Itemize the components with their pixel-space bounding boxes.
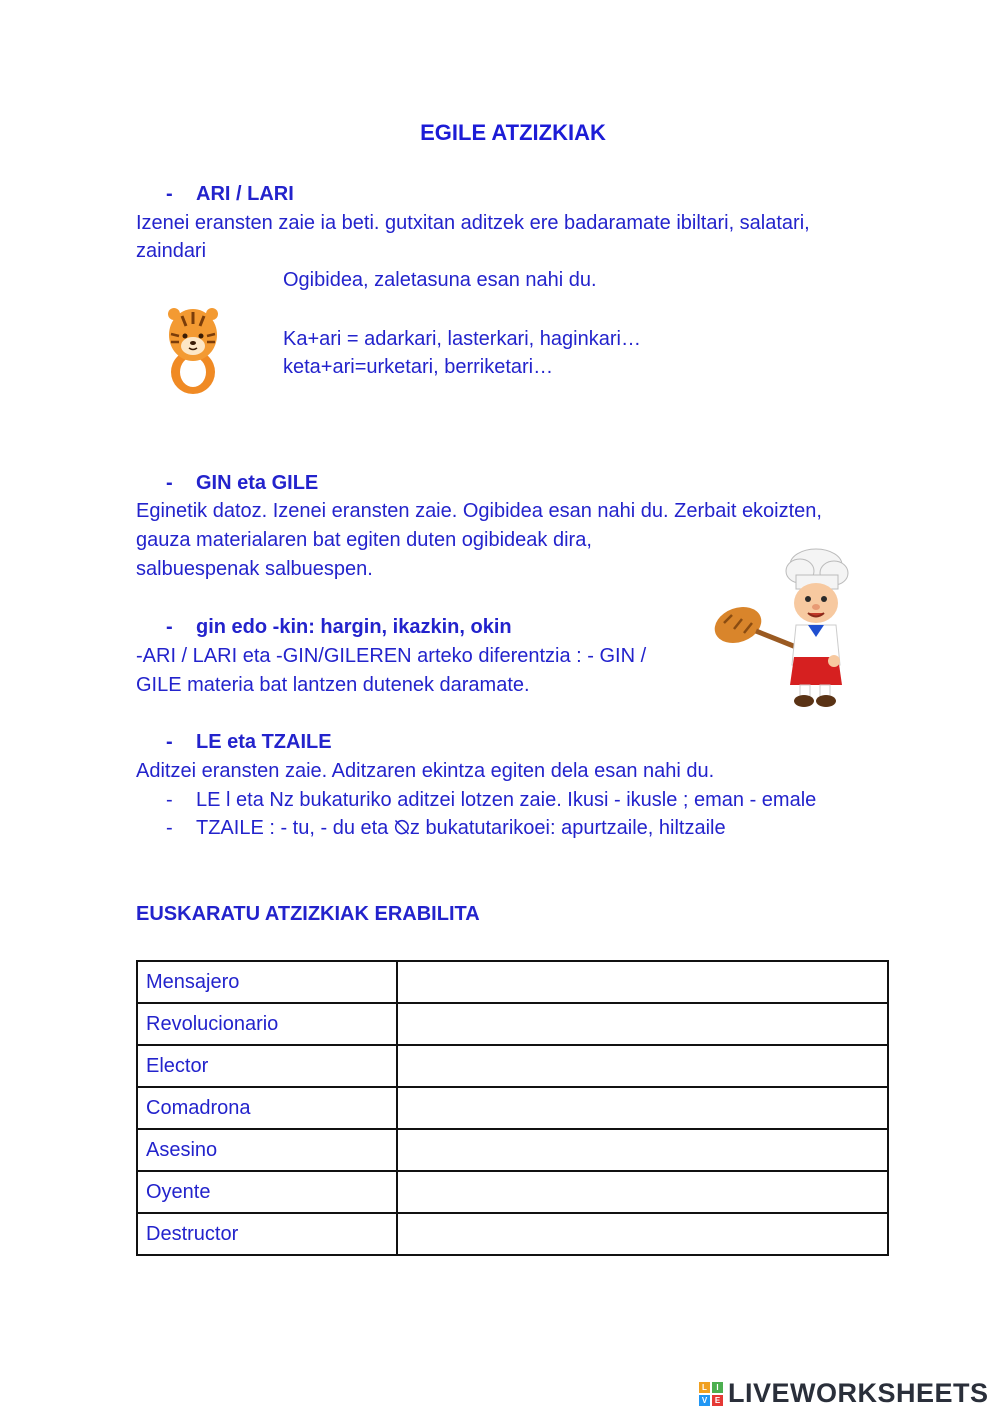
- table-row: [137, 1129, 888, 1171]
- kin-desc-line1: -ARI / LARI eta -GIN/GILEREN arteko diferentzia : - GIN /: [136, 645, 647, 667]
- gin-desc-line2: gauza materialaren bat egiten duten ogibideak dira,: [136, 529, 592, 551]
- baker-chef-icon: [708, 545, 858, 710]
- le-desc: Aditzei eransten zaie. Aditzaren ekintza egiten dela esan nahi du.: [136, 760, 715, 782]
- ari-desc-line2: zaindari: [136, 240, 207, 262]
- section-gin-heading: [166, 469, 318, 498]
- ari-example-2: keta+ari=urketari, berriketari…: [283, 356, 554, 378]
- ari-meaning: Ogibidea, zaletasuna esan nahi du.: [283, 269, 597, 291]
- ari-desc-line1: Izenei eransten zaie ia beti. gutxitan aditzek ere badaramate ibiltari, salatari,: [136, 212, 810, 234]
- bullet-dash: -: [166, 731, 173, 753]
- ari-example-1: Ka+ari = adarkari, lasterkari, haginkari…: [283, 328, 641, 350]
- bullet-dash: -: [166, 616, 173, 638]
- answer-input[interactable]: [406, 962, 879, 1002]
- answer-cell[interactable]: [397, 1045, 888, 1087]
- table-row: [137, 1003, 888, 1045]
- logo-grid-icon: [698, 1381, 726, 1407]
- table-row: [137, 1171, 888, 1213]
- exercise-table: [136, 960, 889, 1256]
- answer-cell[interactable]: [397, 961, 888, 1003]
- word-cell: Comadrona: [137, 1087, 397, 1129]
- answer-cell[interactable]: [397, 1003, 888, 1045]
- word-cell: Oyente: [137, 1171, 397, 1213]
- heading-text: GIN eta GILE: [196, 472, 319, 494]
- logo-letter: V: [699, 1395, 710, 1406]
- gin-desc-line3: salbuespenak salbuespen.: [136, 558, 373, 580]
- heading-text: ARI / LARI: [196, 183, 294, 205]
- answer-input[interactable]: [406, 1214, 879, 1254]
- word-cell: Asesino: [137, 1129, 397, 1171]
- bullet-dash: -: [166, 789, 173, 811]
- tiger-teether-icon: [160, 302, 226, 396]
- kin-desc-line2: GILE materia bat lantzen dutenek daramate.: [136, 674, 530, 696]
- logo-letter: L: [699, 1382, 710, 1393]
- exercise-heading: EUSKARATU ATZIZKIAK ERABILITA: [136, 903, 480, 925]
- answer-input[interactable]: [406, 1046, 879, 1086]
- answer-cell[interactable]: [397, 1213, 888, 1255]
- bullet-dash: -: [166, 183, 173, 205]
- le-bullet-2: [166, 814, 726, 843]
- section-ari-heading: [166, 180, 294, 209]
- bullet-text: TZAILE : - tu, - du eta ⦰z bukatutarikoei: apurtzaile, hiltzaile: [196, 817, 726, 839]
- word-cell: Mensajero: [137, 961, 397, 1003]
- answer-cell[interactable]: [397, 1087, 888, 1129]
- answer-cell[interactable]: [397, 1171, 888, 1213]
- answer-input[interactable]: [406, 1172, 879, 1212]
- logo-text: LIVEWORKSHEETS: [728, 1378, 989, 1408]
- word-cell: Revolucionario: [137, 1003, 397, 1045]
- heading-text: gin edo -kin: hargin, ikazkin, okin: [196, 616, 512, 638]
- heading-text: LE eta TZAILE: [196, 731, 332, 753]
- logo-letter: I: [712, 1382, 723, 1393]
- answer-cell[interactable]: [397, 1129, 888, 1171]
- bullet-dash: -: [166, 472, 173, 494]
- word-cell: Destructor: [137, 1213, 397, 1255]
- table-row: [137, 1045, 888, 1087]
- page-title: EGILE ATZIZKIAK: [420, 120, 606, 145]
- word-cell: Elector: [137, 1045, 397, 1087]
- answer-input[interactable]: [406, 1130, 879, 1170]
- le-bullet-1: [166, 786, 816, 815]
- table-row: [137, 961, 888, 1003]
- answer-input[interactable]: [406, 1004, 879, 1044]
- section-kin-heading: [166, 613, 512, 642]
- liveworksheets-logo: [698, 1378, 989, 1409]
- gin-desc-line1: Eginetik datoz. Izenei eransten zaie. Ogibidea esan nahi du. Zerbait ekoizten,: [136, 500, 822, 522]
- bullet-text: LE l eta Nz bukaturiko aditzei lotzen zaie. Ikusi - ikusle ; eman - emale: [196, 789, 817, 811]
- answer-input[interactable]: [406, 1088, 879, 1128]
- bullet-dash: -: [166, 817, 173, 839]
- section-le-heading: [166, 728, 332, 757]
- table-row: [137, 1087, 888, 1129]
- table-row: [137, 1213, 888, 1255]
- logo-letter: E: [712, 1395, 723, 1406]
